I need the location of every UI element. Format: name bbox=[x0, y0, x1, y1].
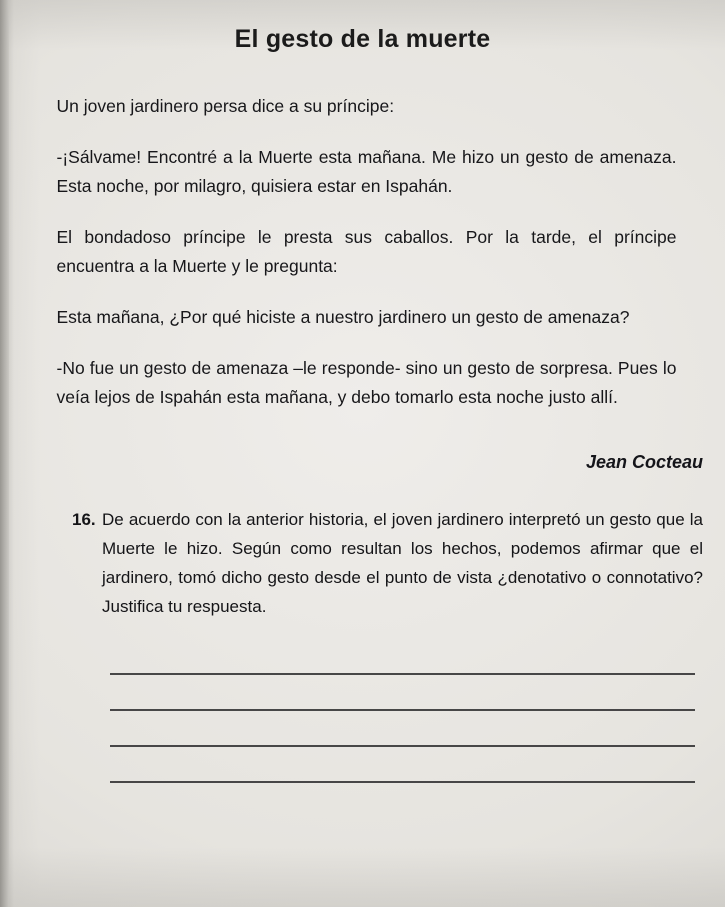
question-text: De acuerdo con la anterior historia, el joven jardinero interpretó un gesto que la Muerte le hizo. Según como resultan los hechos, podemos afirmar que el jardinero, tomó dicho gesto desde el punto de vista ¿denotativo o connotativo? Justifica tu respuesta. bbox=[102, 510, 703, 616]
question-block bbox=[0, 505, 725, 621]
author-credit: Jean Cocteau bbox=[585, 452, 703, 472]
answer-line[interactable] bbox=[110, 747, 695, 783]
story-paragraph: Un joven jardinero persa dice a su príncipe: bbox=[56, 96, 395, 116]
answer-lines bbox=[0, 639, 725, 783]
question-number: 16. bbox=[72, 510, 96, 529]
answer-line[interactable] bbox=[110, 675, 695, 711]
story-paragraph: Esta mañana, ¿Por qué hiciste a nuestro jardinero un gesto de amenaza? bbox=[56, 307, 630, 327]
page-title: El gesto de la muerte bbox=[234, 25, 491, 53]
answer-line[interactable] bbox=[110, 711, 695, 747]
story-paragraph: El bondadoso príncipe le presta sus caballos. Por la tarde, el príncipe encuentra a la Muerte y le pregunta: bbox=[56, 227, 677, 276]
story-paragraph: -¡Sálvame! Encontré a la Muerte esta mañana. Me hizo un gesto de amenaza. Esta noche, por milagro, quisiera estar en Ispahán. bbox=[56, 147, 677, 196]
story-paragraph: -No fue un gesto de amenaza –le responde- sino un gesto de sorpresa. Pues lo veía lejos de Ispahán esta mañana, y debo tomarlo esta noche justo allí. bbox=[56, 358, 677, 407]
answer-line[interactable] bbox=[110, 639, 695, 675]
story-body bbox=[49, 92, 677, 412]
